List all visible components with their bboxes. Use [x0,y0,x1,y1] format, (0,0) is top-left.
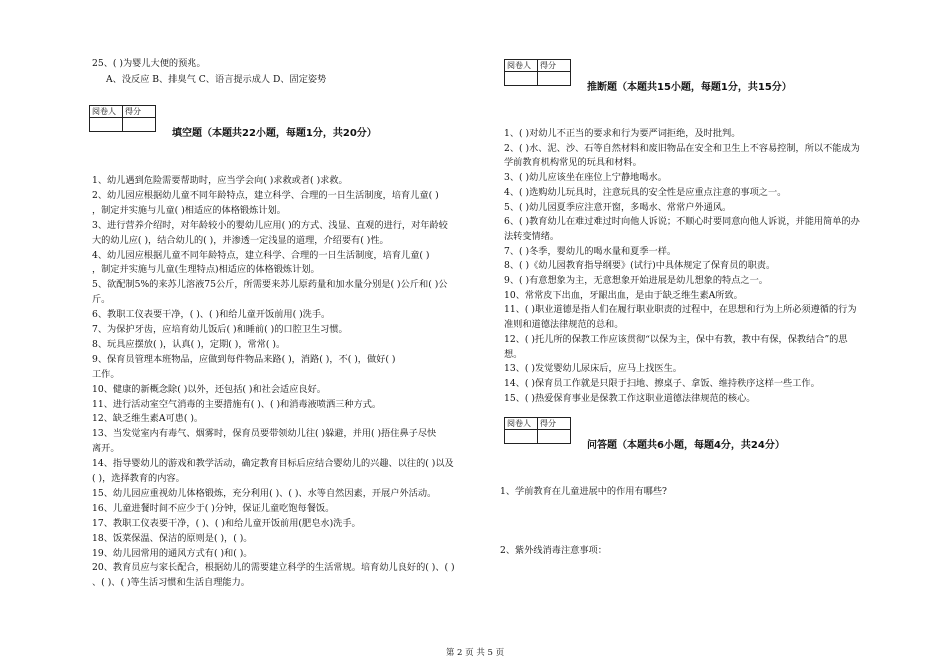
judge-question-line: 6、( )教育幼儿在难过难过时向他人诉说；不顺心时要同意向他人诉说，并能用简单的办 [504,216,860,228]
judge-question-line: 法转变情绪。 [504,230,560,242]
reviewer-cell[interactable] [505,72,538,86]
fill-question-line: 2、幼儿园应根据幼儿童不同年龄特点，建立科学、合理的一日生活制度，培育儿童( ) [92,189,439,201]
fill-question-line: ( )，选择教育的内容。 [92,473,185,484]
fill-question-line: 、( )、( )等生活习惯和生活自理能力。 [92,577,250,589]
judge-question-line: 1、( )对幼儿不正当的要求和行为要严词拒绝，及时批判。 [504,128,741,139]
judge-question-line: 想。 [504,348,523,360]
score-label: 得分 [538,60,571,72]
judge-question-line: 5、( )幼儿园夏季应注意开窗，多喝水、常常户外通风。 [504,201,732,213]
judge-question-line: 4、( )选购幼儿玩具时，注意玩具的安全性是应重点注意的事项之一。 [504,186,787,198]
score-cell[interactable] [538,72,571,86]
fill-question-line: 6、教职工仪表要干净，( )、( )和给儿童开饭前用( )洗手。 [92,309,331,321]
fill-question-line: 14、指导婴幼儿的游戏和教学活动，确定教育目标后应结合婴幼儿的兴趣、以往的( )以及 [92,458,454,470]
fill-question-line: 19、幼儿园常用的通风方式有( )和( )。 [92,547,253,559]
question-25-stem: 25、( )为婴儿大便的预兆。 [92,58,206,69]
fill-question-line: 18、饭菜保温、保洁的原则是( )，( )。 [92,532,253,544]
fill-question-line: ，制定并实施与儿童(生理特点)相适应的体格锻炼计划。 [92,264,320,276]
fill-question-line: ，制定并实施与儿童( )相适应的体格锻炼计划。 [92,204,286,216]
fill-question-line: 工作。 [92,368,120,380]
fill-question-line: 15、幼儿园应重视幼儿体格锻炼，充分利用( )、( )、水等自然因素，开展户外活动。 [92,487,437,499]
fill-score-box [89,105,156,132]
fill-question-line: 4、幼儿园应根据儿童不同年龄特点，建立科学、合理的一日生活制度，培育儿童( ) [92,249,430,261]
judge-question-line: 准则和道德法律规范的总和。 [504,319,624,331]
score-label: 得分 [123,106,156,118]
fill-question-line: 5、欲配制5%的来苏儿溶液75公斤，所需要来苏儿原药量和加水量分别是( )公斤和( )公 [92,279,448,291]
judge-question-line: 2、( )水、泥、沙、石等自然材料和废旧物品在安全和卫生上不容易控制，所以不能成为 [504,142,860,154]
score-cell[interactable] [123,118,156,132]
fill-question-line: 8、玩具应摆放( )，认真( )，定期( )，常常( )。 [92,338,286,350]
reviewer-label: 阅卷人 [505,60,538,72]
judge-question-line: 11、( )职业道德是指人们在履行职业职责的过程中，在思想和行为上所必须遵循的行为 [504,304,857,316]
fill-question-line: 1、幼儿遇到危险需要帮助时，应当学会向( )求救或者( )求救。 [92,175,348,186]
reviewer-cell[interactable] [90,118,123,132]
score-label: 得分 [538,418,571,430]
fill-question-line: 11、进行活动室空气消毒的主要措施有( )、( )和消毒液喷洒三种方式。 [92,398,382,410]
judge-question-line: 9、( )有意想象为主，无意想象开始进展是幼儿想象的特点之一。 [504,275,768,286]
fill-question-line: 离开。 [92,443,120,455]
fill-question-line: 9、保育员管理本班物品，应做到每件物品来路( )，消路( )，不( )，做好( ) [92,353,396,365]
qa-section-title: 问答题（本题共6小题，每题4分，共24分） [587,440,785,451]
fill-question-line: 大的幼儿应( )，结合幼儿的( )，并渗透一定浅显的道理，介绍要有( )性。 [92,234,389,246]
fill-question-line: 20、教育员应与家长配合，根据幼儿的需要建立科学的生活常规。培育幼儿良好的( )、( ) [92,562,455,574]
qa-question-1: 1、学前教育在儿童进展中的作用有哪些? [500,486,667,497]
judge-question-line: 7、( )冬季，婴幼儿的喝水量和夏季一样。 [504,245,677,257]
fill-question-line: 13、当发觉室内有毒气、烟雾时，保育员要带领幼儿往( )躲避，并用( )捂住鼻子尽快 [92,428,437,440]
judge-question-line: 3、( )幼儿应该坐在座位上宁静地喝水。 [504,172,667,184]
score-cell[interactable] [538,430,571,444]
page-footer: 第 2 页 共 5 页 [445,648,505,658]
qa-score-box [504,417,571,444]
reviewer-label: 阅卷人 [90,106,123,118]
reviewer-cell[interactable] [505,430,538,444]
qa-question-2: 2、紫外线消毒注意事项： [500,545,607,556]
judge-question-line: 12、( )托儿所的保教工作应该贯彻“以保为主，保中有教，教中有保，保教结合”的思 [504,333,848,345]
fill-question-line: 7、为保护牙齿，应培育幼儿饭后( )和睡前( )的口腔卫生习惯。 [92,324,348,335]
fill-question-line: 17、教职工仪表要干净，( )、( )和给儿童开饭前用(肥皂水)洗手。 [92,517,361,529]
judge-question-line: 14、( )保育员工作就是只限于扫地、擦桌子、拿饭、维持秩序这样一些工作。 [504,377,820,389]
judge-question-line: 10、常常皮下出血，牙龈出血，是由于缺乏维生素A所致。 [504,289,743,301]
fill-question-line: 12、缺乏维生素A可患( )。 [92,413,204,425]
fill-question-line: 斤。 [92,294,111,306]
question-25-options: A、没反应 B、排臭气 C、语言提示成人 D、固定姿势 [106,74,327,85]
judge-question-line: 学前教育机构常见的玩具和材料。 [504,157,642,169]
judge-question-line: 8、( )《幼儿园教育指导纲要》(试行)中具体规定了保育员的职责。 [504,260,776,272]
fill-section-title: 填空题（本题共22小题，每题1分，共20分） [172,128,377,139]
reviewer-label: 阅卷人 [505,418,538,430]
judge-score-box [504,59,571,86]
fill-question-line: 16、儿童进餐时间不应少于( )分钟，保证儿童吃饱每餐饭。 [92,502,335,514]
judge-question-line: 13、( )发觉婴幼儿尿床后，应马上找医生。 [504,363,682,375]
fill-question-line: 3、进行营养介绍时，对年龄较小的婴幼儿应用( )的方式、浅显、直观的进行，对年龄较 [92,219,448,231]
fill-question-line: 10、健康的新概念除( )以外，还包括( )和社会适应良好。 [92,383,326,395]
judge-section-title: 推断题（本题共15小题，每题1分，共15分） [587,82,792,93]
judge-question-line: 15、( )热爱保育事业是保教工作这职业道德法律规范的核心。 [504,392,756,404]
